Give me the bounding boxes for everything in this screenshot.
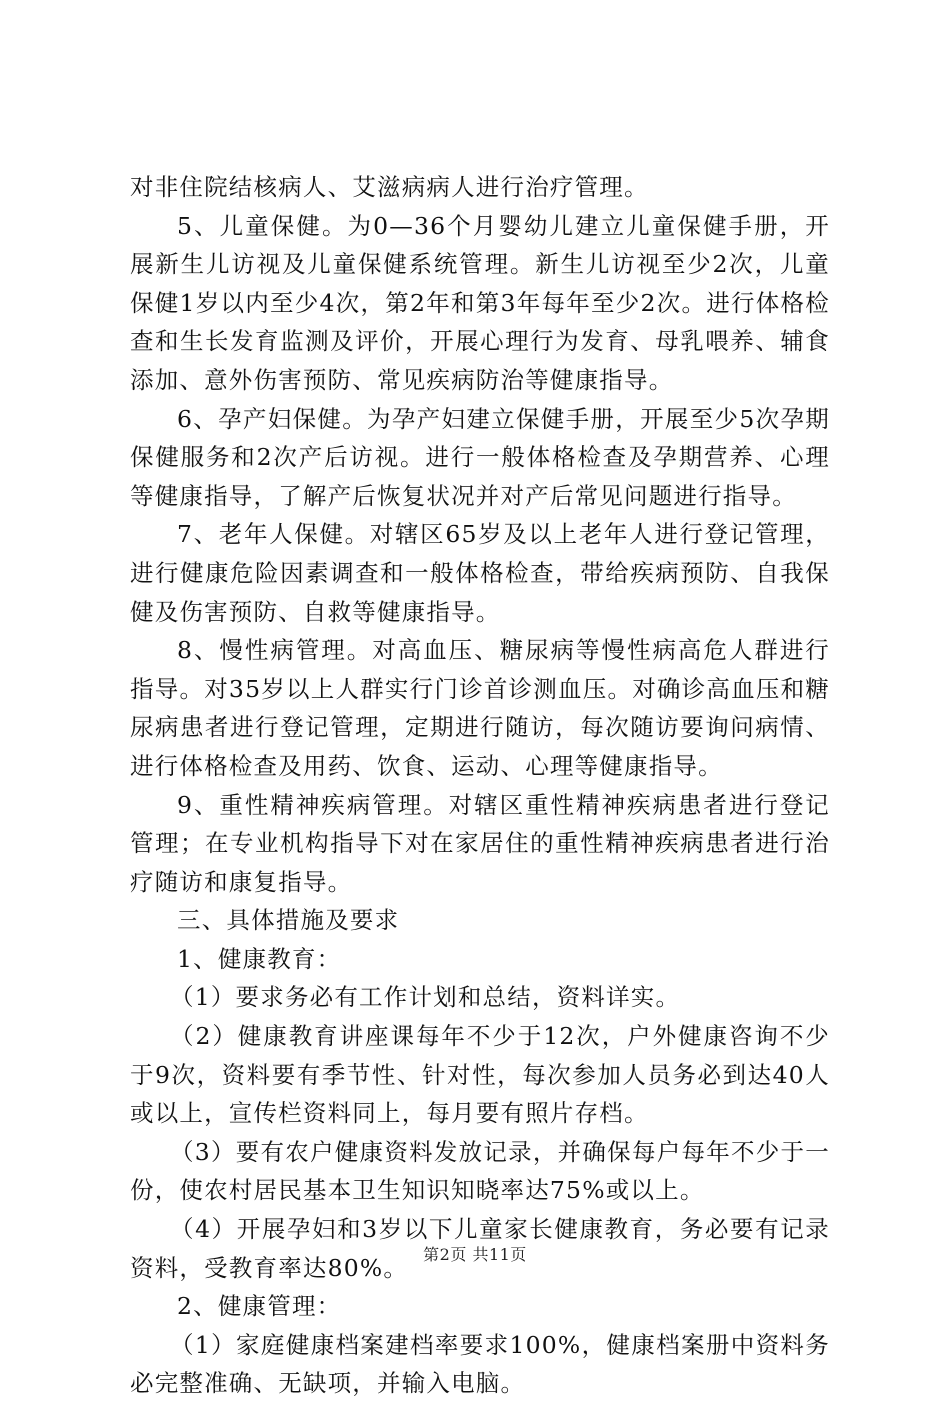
list-item: （1）家庭健康档案建档率要求100%，健康档案册中资料务必完整准确、无缺项，并输入电脑。 [130,1330,830,1398]
paragraph: 9、重性精神疾病管理。对辖区重性精神疾病患者进行登记管理；在专业机构指导下对在家居住的重性精神疾病患者进行治疗随访和康复指导。 [130,790,830,896]
subsection-heading: 2、健康管理： [177,1292,342,1321]
subsection-heading: 1、健康教育： [177,944,342,973]
document-body [130,168,830,1403]
paragraph: 7、老年人保健。对辖区65岁及以上老年人进行登记管理，进行健康危险因素调查和一般体格检查，带给疾病预防、自我保健及伤害预防、自救等健康指导。 [130,520,830,626]
paragraph: 8、慢性病管理。对高血压、糖尿病等慢性病高危人群进行指导。对35岁以上人群实行门诊首诊测血压。对确诊高血压和糖尿病患者进行登记管理，定期进行随访，每次随访要询问病情、进行体格检查及用药、饮食、运动、心理等健康指导。 [130,636,830,780]
paragraph: 5、儿童保健。为0—36个月婴幼儿建立儿童保健手册，开展新生儿访视及儿童保健系统管理。新生儿访视至少2次，儿童保健1岁以内至少4次，第2年和第3年每年至少2次。进行体格检查和生长发育监测及评价，开展心理行为发育、母乳喂养、辅食添加、意外伤害预防、常见疾病防治等健康指导。 [130,211,830,394]
paragraph: 对非住院结核病人、艾滋病病人进行治疗管理。 [130,173,649,201]
list-item: （4）开展孕妇和3岁以下儿童家长健康教育，务必要有记录资料，受教育率达80%。 [130,1215,830,1282]
paragraph: 6、孕产妇保健。为孕产妇建立保健手册，开展至少5次孕期保健服务和2次产后访视。进行一般体格检查及孕期营养、心理等健康指导，了解产后恢复状况并对产后常见问题进行指导。 [130,404,830,510]
list-item: （3）要有农户健康资料发放记录，并确保每户每年不少于一份，使农村居民基本卫生知识知晓率达75%或以上。 [130,1137,830,1205]
page-number-footer: 第2页 共11页 [423,1245,527,1264]
list-item: （2）健康教育讲座课每年不少于12次，户外健康咨询不少于9次，资料要有季节性、针对性，每次参加人员务必到达40人或以上，宣传栏资料同上，每月要有照片存档。 [130,1022,830,1128]
list-item: （1）要求务必有工作计划和总结，资料详实。 [170,983,681,1012]
section-heading: 三、具体措施及要求 [177,906,400,935]
